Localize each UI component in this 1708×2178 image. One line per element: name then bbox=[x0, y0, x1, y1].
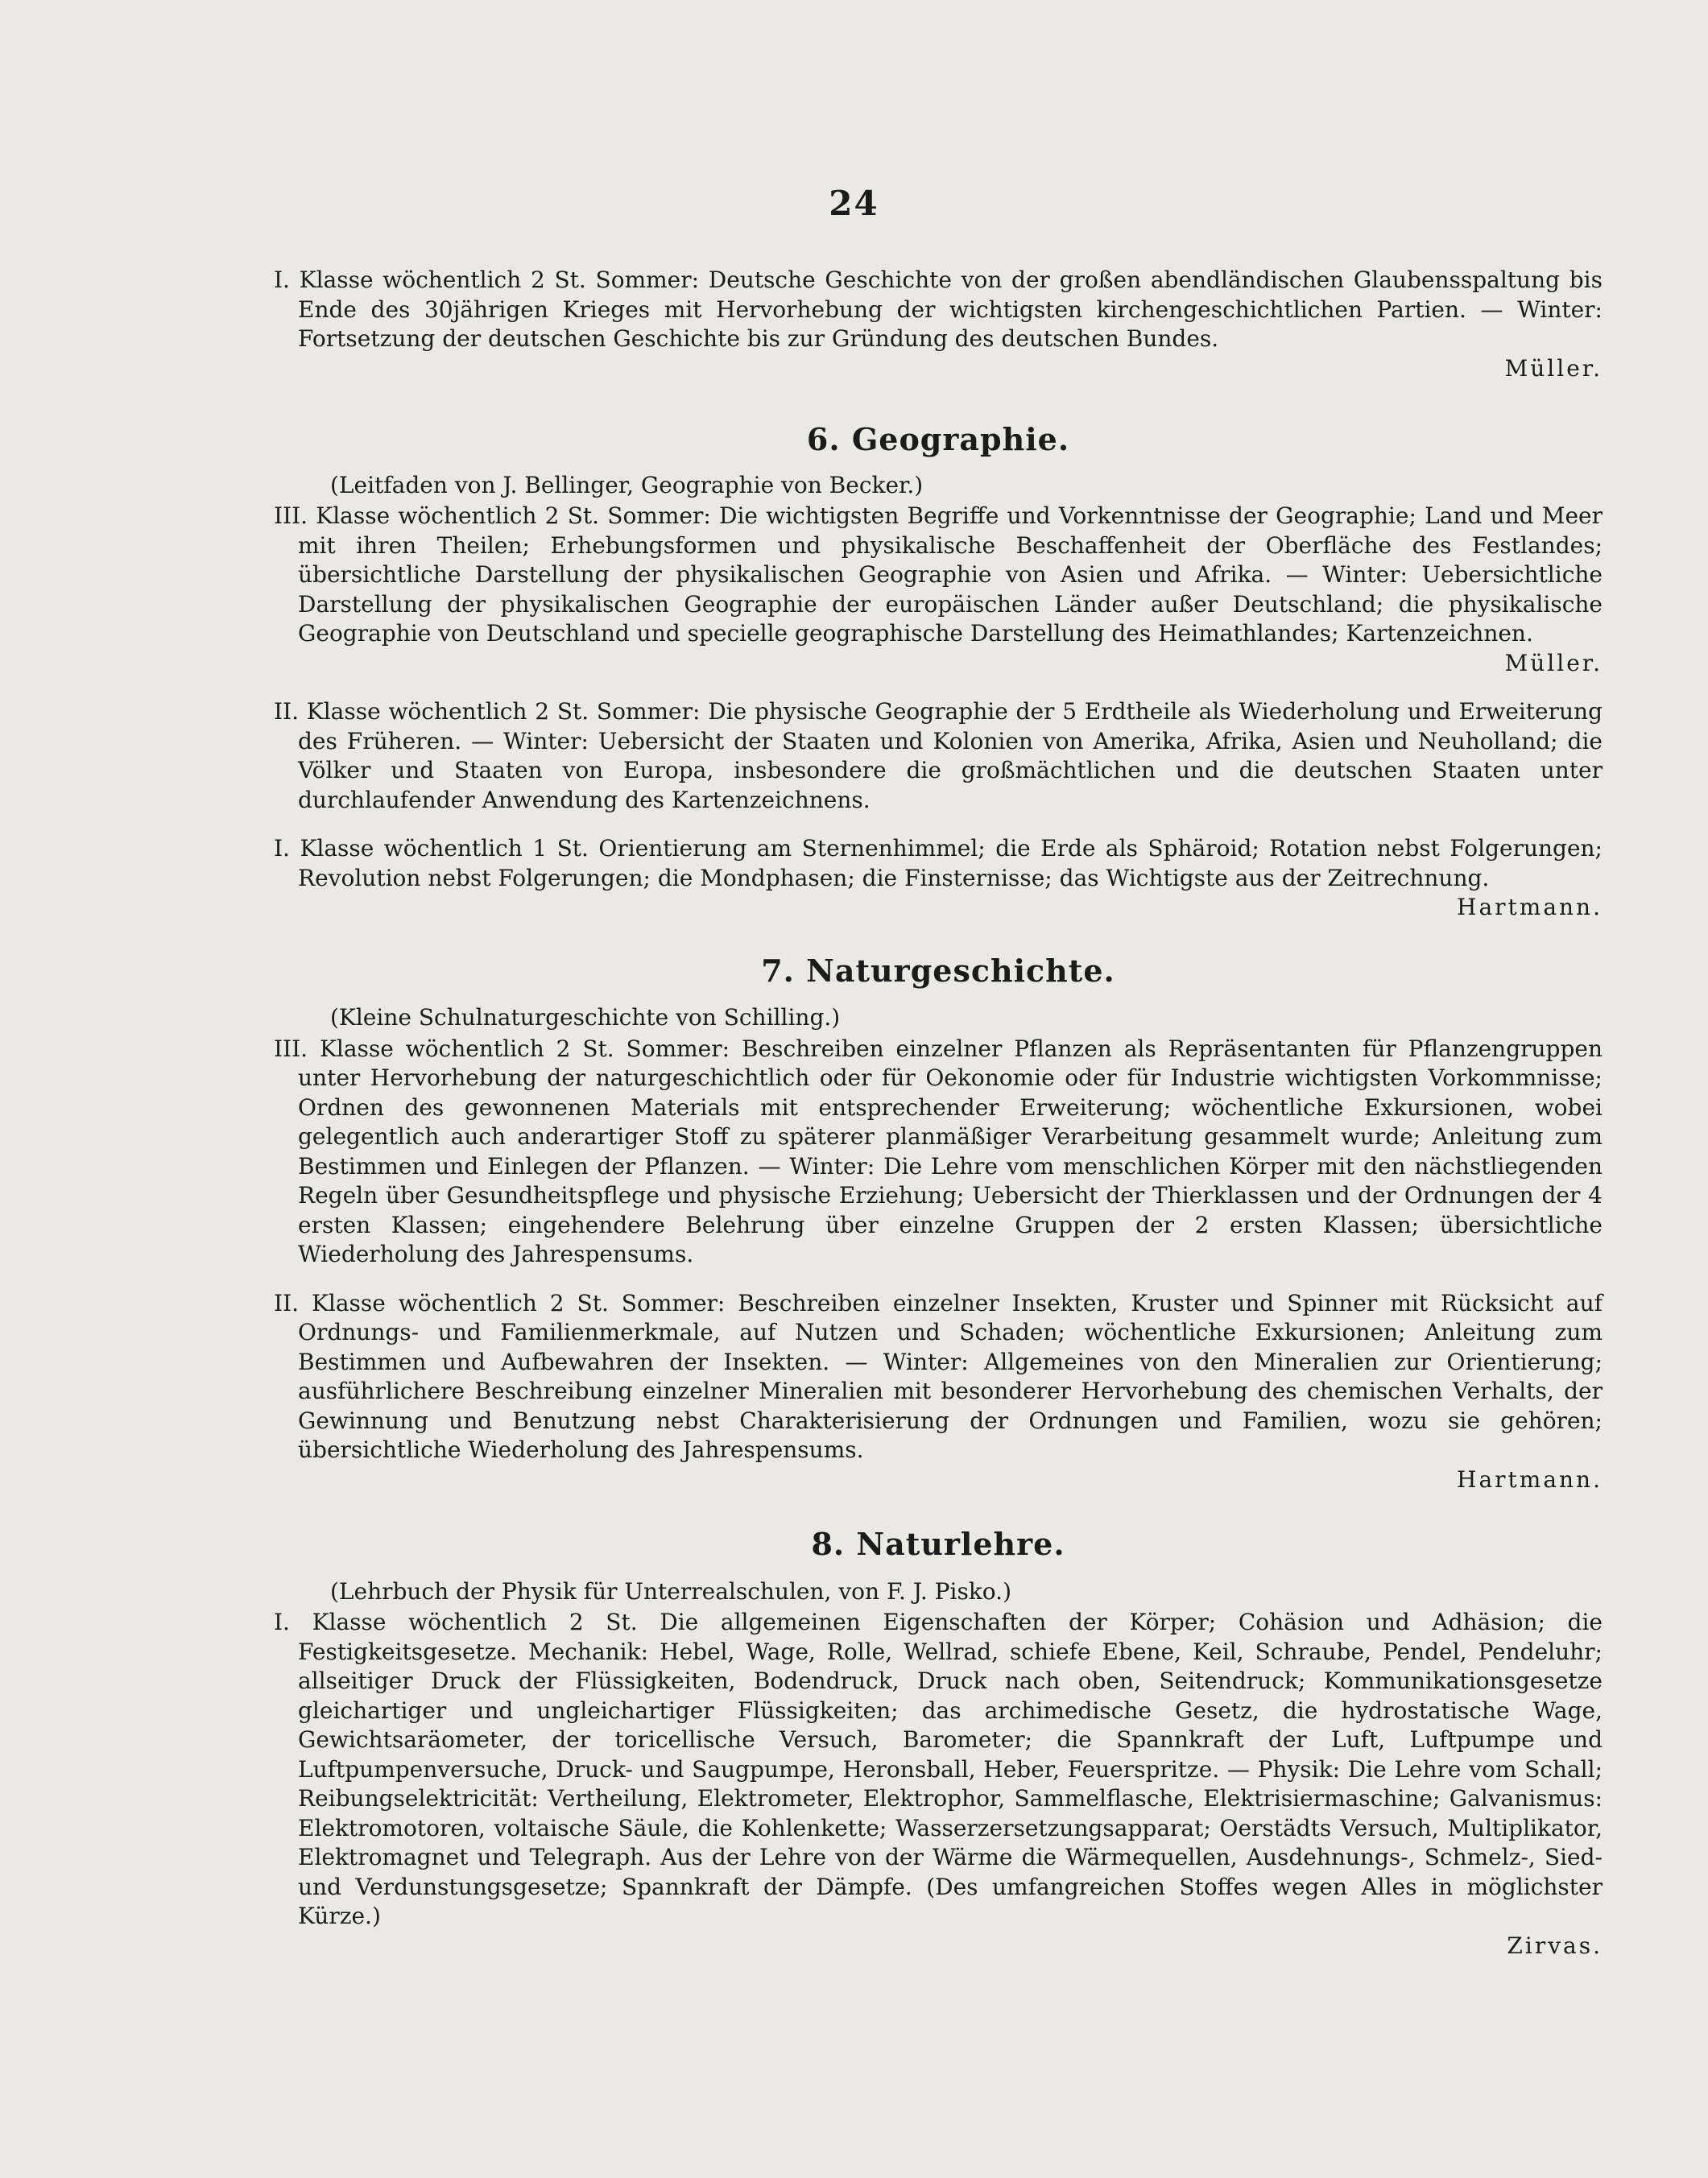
natural-history-klasse-ii: II. Klasse wöchentlich 2 St. Sommer: Beschreiben einzelner Insekten, Kruster und Spinner mit Rücksicht auf Ordnungs- und Familienmerkmale, auf Nutzen und Schaden; wöchentliche Exkursionen; Anleitung zum Bestimmen und Aufbewahren der Insekten. — Winter: Allgemeines von den Mineralien zur Orientierung; ausführlichere Beschreibung einzelner Mineralien mit besonderer Hervorhebung des chemischen Verhalts, der Gewinnung und Benutzung nebst Charakterisierung der Ordnungen und Familien, wozu sie gehören; übersichtliche Wiederholung des Jahrespensums. bbox=[274, 1289, 1603, 1463]
physics-klasse-i: I. Klasse wöchentlich 2 St. Die allgemeinen Eigenschaften der Körper; Cohäsion und Adhäsion; die Festigkeitsgesetze. Mechanik: Hebel, Wage, Rolle, Wellrad, schiefe Ebene, Keil, Schraube, Pendel, Pendeluhr; allseitiger Druck der Flüssigkeiten, Bodendruck, Druck nach oben, Seitendruck; Kommunikationsgesetze gleichartiger und ungleichartiger Flüssigkeiten; das archimedische Gesetz, die hydrostatische Wage, Gewichtsaräometer, der toricellische Versuch, Barometer; die Spannkraft der Luft, Luftpumpe und Luftpumpenversuche, Druck- und Saugpumpe, Heronsball, Heber, Feuerspritze. — Physik: Die Lehre vom Schall; Reibungselektricität: Vertheilung, Elektrometer, Elektrophor, Sammelflasche, Elektrisiermaschine; Galvanismus: Elektromotoren, voltaische Säule, die Kohlenkette; Wasserzersetzungsapparat; Oerstädts Versuch, Multiplikator, Elektromagnet und Telegraph. Aus der Lehre von der Wärme die Wärmequellen, Ausdehnungs-, Schmelz-, Sied- und Verdunstungsgesetze; Spannkraft der Dämpfe. (Des umfangreichen Stoffes wegen Alles in möglichster Kürze.) bbox=[274, 1609, 1603, 1929]
document-body bbox=[274, 266, 1603, 1961]
natural-history-klasse-iii: III. Klasse wöchentlich 2 St. Sommer: Beschreiben einzelner Pflanzen als Repräsentanten für Pflanzengruppen unter Hervorhebung der naturgeschichtlich oder für Oekonomie oder für Industrie wichtigsten Vorkommnisse; Ordnen des gewonnenen Materials mit entsprechender Erweiterung; wöchentliche Exkursionen, wobei gelegentlich auch anderartiger Stoff zu späterer planmäßiger Verarbeitung gesammelt wurde; Anleitung zum Bestimmen und Einlegen der Pflanzen. — Winter: Die Lehre vom menschlichen Körper mit den nächstliegenden Regeln über Gesundheitspflege und physische Erziehung; Uebersicht der Thierklassen und der Ordnungen der 4 ersten Klassen; eingehendere Belehrung über einzelne Gruppen der 2 ersten Klassen; übersichtliche Wiederholung des Jahrespensums. bbox=[274, 1035, 1603, 1267]
physics-teacher: Zirvas. bbox=[1507, 1932, 1603, 1959]
physics-source: (Lehrbuch der Physik für Unterrealschulen, von F. J. Pisko.) bbox=[330, 1577, 1011, 1605]
page-number: 24 bbox=[829, 184, 879, 223]
geography-teacher-i: Hartmann. bbox=[1457, 894, 1603, 920]
geography-teacher-iii: Müller. bbox=[1504, 649, 1603, 676]
geography-klasse-iii: III. Klasse wöchentlich 2 St. Sommer: Die wichtigsten Begriffe und Vorkenntnisse der Geographie; Land und Meer mit ihren Theilen; Erhebungsformen und physikalische Beschaffenheit der Oberfläche des Festlandes; übersichtliche Darstellung der physikalischen Geographie von Asien und Afrika. — Winter: Uebersichtliche Darstellung der physikalischen Geographie der europäischen Länder außer Deutschland; die physikalische Geographie von Deutschland und specielle geographische Darstellung des Heimathlandes; Kartenzeichnen. bbox=[274, 502, 1603, 647]
geography-klasse-i: I. Klasse wöchentlich 1 St. Orientierung am Sternenhimmel; die Erde als Sphäroid; Rotation nebst Folgerungen; Revolution nebst Folgerungen; die Mondphasen; die Finsternisse; das Wichtigste aus der Zeitrechnung. bbox=[274, 835, 1603, 891]
geography-heading: 6. Geographie. bbox=[806, 421, 1070, 457]
physics-heading: 8. Naturlehre. bbox=[811, 1526, 1065, 1562]
history-klasse-i: I. Klasse wöchentlich 2 St. Sommer: Deutsche Geschichte von der großen abendländischen Glaubensspaltung bis Ende des 30jährigen Krieges mit Hervorhebung der wichtigsten kirchengeschichtlichen Partien. — Winter: Fortsetzung der deutschen Geschichte bis zur Gründung des deutschen Bundes. bbox=[274, 267, 1603, 352]
natural-history-source: (Kleine Schulnaturgeschichte von Schilling.) bbox=[330, 1004, 841, 1031]
natural-history-teacher: Hartmann. bbox=[1457, 1465, 1603, 1493]
natural-history-heading: 7. Naturgeschichte. bbox=[761, 952, 1115, 989]
geography-source: (Leitfaden von J. Bellinger, Geographie von Becker.) bbox=[330, 471, 924, 498]
geography-klasse-ii: II. Klasse wöchentlich 2 St. Sommer: Die physische Geographie der 5 Erdtheile als Wiederholung und Erweiterung des Früheren. — Winter: Uebersicht der Staaten und Kolonien von Amerika, Afrika, Asien und Neuholland; die Völker und Staaten von Europa, insbesondere die großmächtlichen und die deutschen Staaten unter durchlaufender Anwendung des Kartenzeichnens. bbox=[274, 698, 1603, 813]
history-teacher: Müller. bbox=[1504, 354, 1603, 382]
